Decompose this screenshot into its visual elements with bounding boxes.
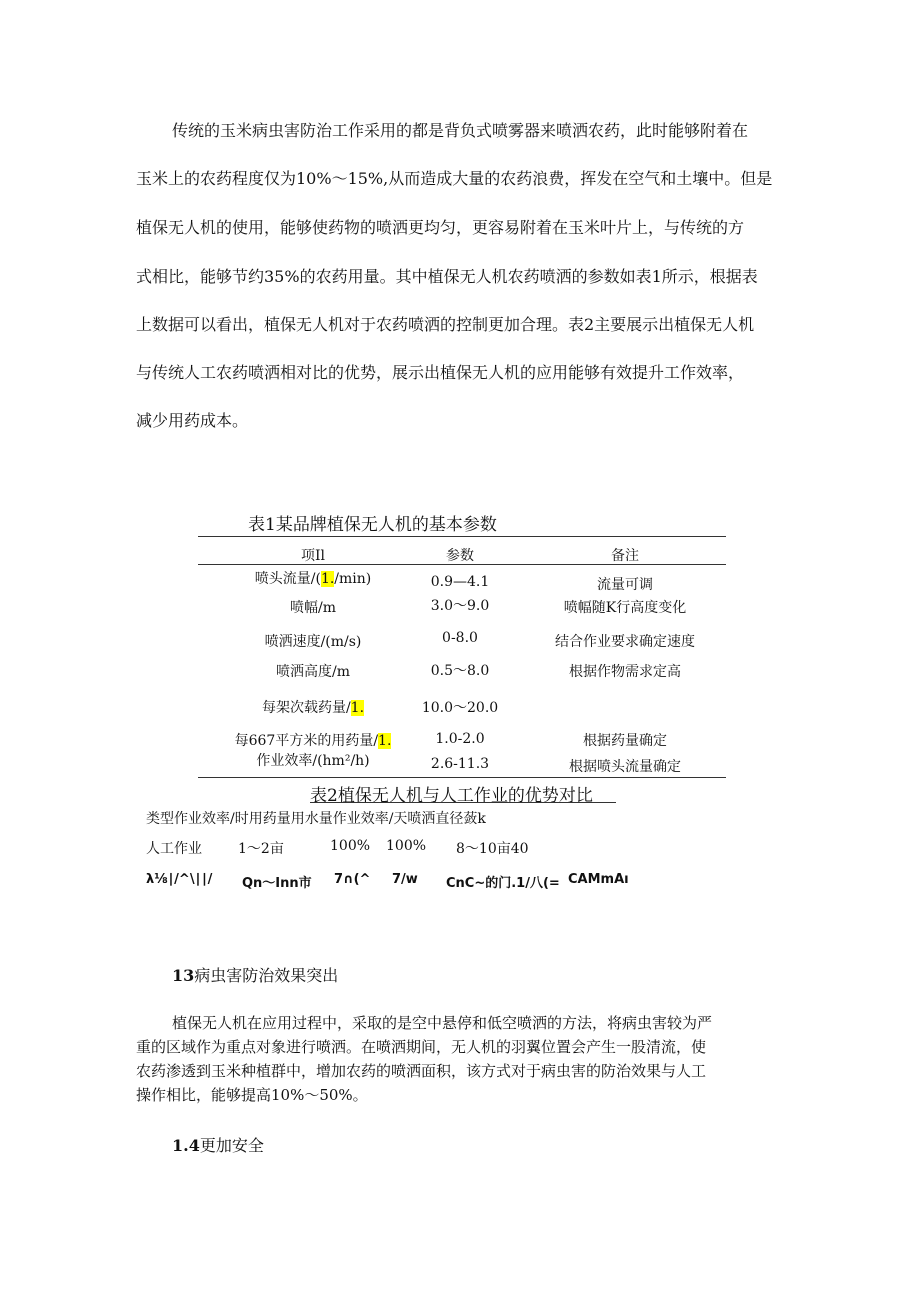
- highlight-mark: 1.: [378, 733, 392, 749]
- table1-item: 喷洒高度/m: [276, 664, 350, 680]
- table1-header-item: 项Il: [300, 548, 325, 564]
- intro-line: 与传统人工农药喷洒相对比的优势，展示出植保无人机的应用能够有效提升工作效率，: [136, 363, 745, 382]
- table2-cell: CAMmAı: [568, 872, 629, 887]
- table-row: [218, 568, 408, 588]
- table1-item: 每架次载药量/: [261, 700, 351, 716]
- table1-value: 2.6-11.3: [430, 756, 490, 772]
- table1-value: 0-8.0: [442, 630, 478, 646]
- intro-line: 传统的玉米病虫害防治工作采用的都是背负式喷雾器来喷洒农药，此时能够附着在: [172, 121, 749, 140]
- section-number: 13: [172, 966, 195, 985]
- highlight-mark: 1.: [320, 571, 335, 587]
- table1-note: 喷幅随K行高度变化: [563, 600, 687, 616]
- table2-cell: 8～10亩40: [456, 841, 529, 857]
- highlight-mark: 1.: [350, 700, 365, 716]
- section13-line: 植保无人机在应用过程中，采取的是空中悬停和低空喷洒的方法，将病虫害较为严: [172, 1014, 713, 1032]
- intro-line: 式相比，能够节约35%的农药用量。其中植保无人机农药喷洒的参数如表1所示，根据表: [136, 267, 758, 286]
- section13-line: 农药渗透到玉米种植群中，增加农药的喷洒面积，该方式对于病虫害的防治效果与人工: [136, 1062, 707, 1080]
- table1-item: 每667平方米的用药量/: [234, 733, 379, 749]
- table2-cell: 7/w: [392, 872, 418, 887]
- table2-cell: 100%: [330, 838, 371, 854]
- table1-item: 喷头流量/(: [254, 571, 321, 587]
- section-title: 病虫害防治效果突出: [194, 966, 339, 985]
- table2-cell: 1～2亩: [238, 841, 284, 857]
- table2-cell: λ⅛∣/^\∣∣/: [146, 872, 213, 887]
- table1-note: 根据作物需求定高: [569, 664, 681, 680]
- table2-cell: 人工作业: [146, 841, 202, 857]
- table-row: [218, 697, 408, 717]
- table1-header-value: 参数: [446, 548, 474, 564]
- table1-note: 结合作业要求确定速度: [555, 634, 695, 650]
- table1-value: 1.0-2.0: [435, 731, 485, 747]
- table1-value: 10.0～20.0: [421, 700, 499, 716]
- table1-bottom-rule: [198, 777, 726, 778]
- section-heading: [172, 1133, 264, 1156]
- table2-cell: 100%: [386, 838, 427, 854]
- intro-line: 植保无人机的使用，能够使药物的喷洒更均匀，更容易附着在玉米叶片上，与传统的方: [136, 218, 745, 237]
- table1-note: 流量可调: [597, 577, 653, 593]
- table1-value: 0.9—4.1: [430, 574, 490, 590]
- section13-line: 操作相比，能够提高10%～50%。: [136, 1086, 368, 1104]
- table1-item: 喷洒速度/(m/s): [264, 634, 362, 650]
- table1-note: 根据药量确定: [583, 733, 667, 749]
- table2-title-rule: [310, 802, 616, 803]
- table2-header: 类型作业效率/时用药量用水量作业效率/天喷洒直径蔹k: [146, 811, 486, 827]
- table1-note: 根据喷头流量确定: [569, 759, 681, 775]
- intro-line: 上数据可以看出，植保无人机对于农药喷洒的控制更加合理。表2主要展示出植保无人机: [136, 315, 755, 334]
- intro-line: 减少用药成本。: [136, 411, 249, 430]
- table1-top-rule: [198, 536, 726, 537]
- table-row: [218, 730, 408, 750]
- table1-item: 作业效率/(hm²/h): [256, 753, 370, 769]
- section13-line: 重的区域作为重点对象进行喷洒。在喷洒期间，无人机的羽翼位置会产生一股清流，使: [136, 1038, 707, 1056]
- section-number: 1.4: [172, 1136, 200, 1155]
- table1-item: 喷幅/m: [290, 600, 336, 616]
- table1-value: 3.0～9.0: [430, 598, 490, 614]
- table1-header-rule: [198, 564, 726, 565]
- intro-line: 玉米上的农药程度仅为10%～15%,从而造成大量的农药浪费，挥发在空气和土壤中。但是: [136, 169, 773, 188]
- table1-header-note: 备注: [611, 548, 639, 564]
- section-heading: [172, 963, 338, 986]
- table1-item-unit: /min): [334, 571, 372, 587]
- table2-cell: Qn～Inn市: [242, 876, 312, 891]
- section-title: 更加安全: [199, 1136, 264, 1155]
- table1-title: 表1某品牌植保无人机的基本参数: [248, 515, 497, 535]
- table2-cell: CnC~的门.1/八(=: [446, 876, 560, 891]
- table2-title: 表2植保无人机与人工作业的优势对比: [310, 786, 593, 806]
- table2-cell: 7∩(^: [334, 872, 371, 887]
- table1-value: 0.5～8.0: [430, 663, 490, 679]
